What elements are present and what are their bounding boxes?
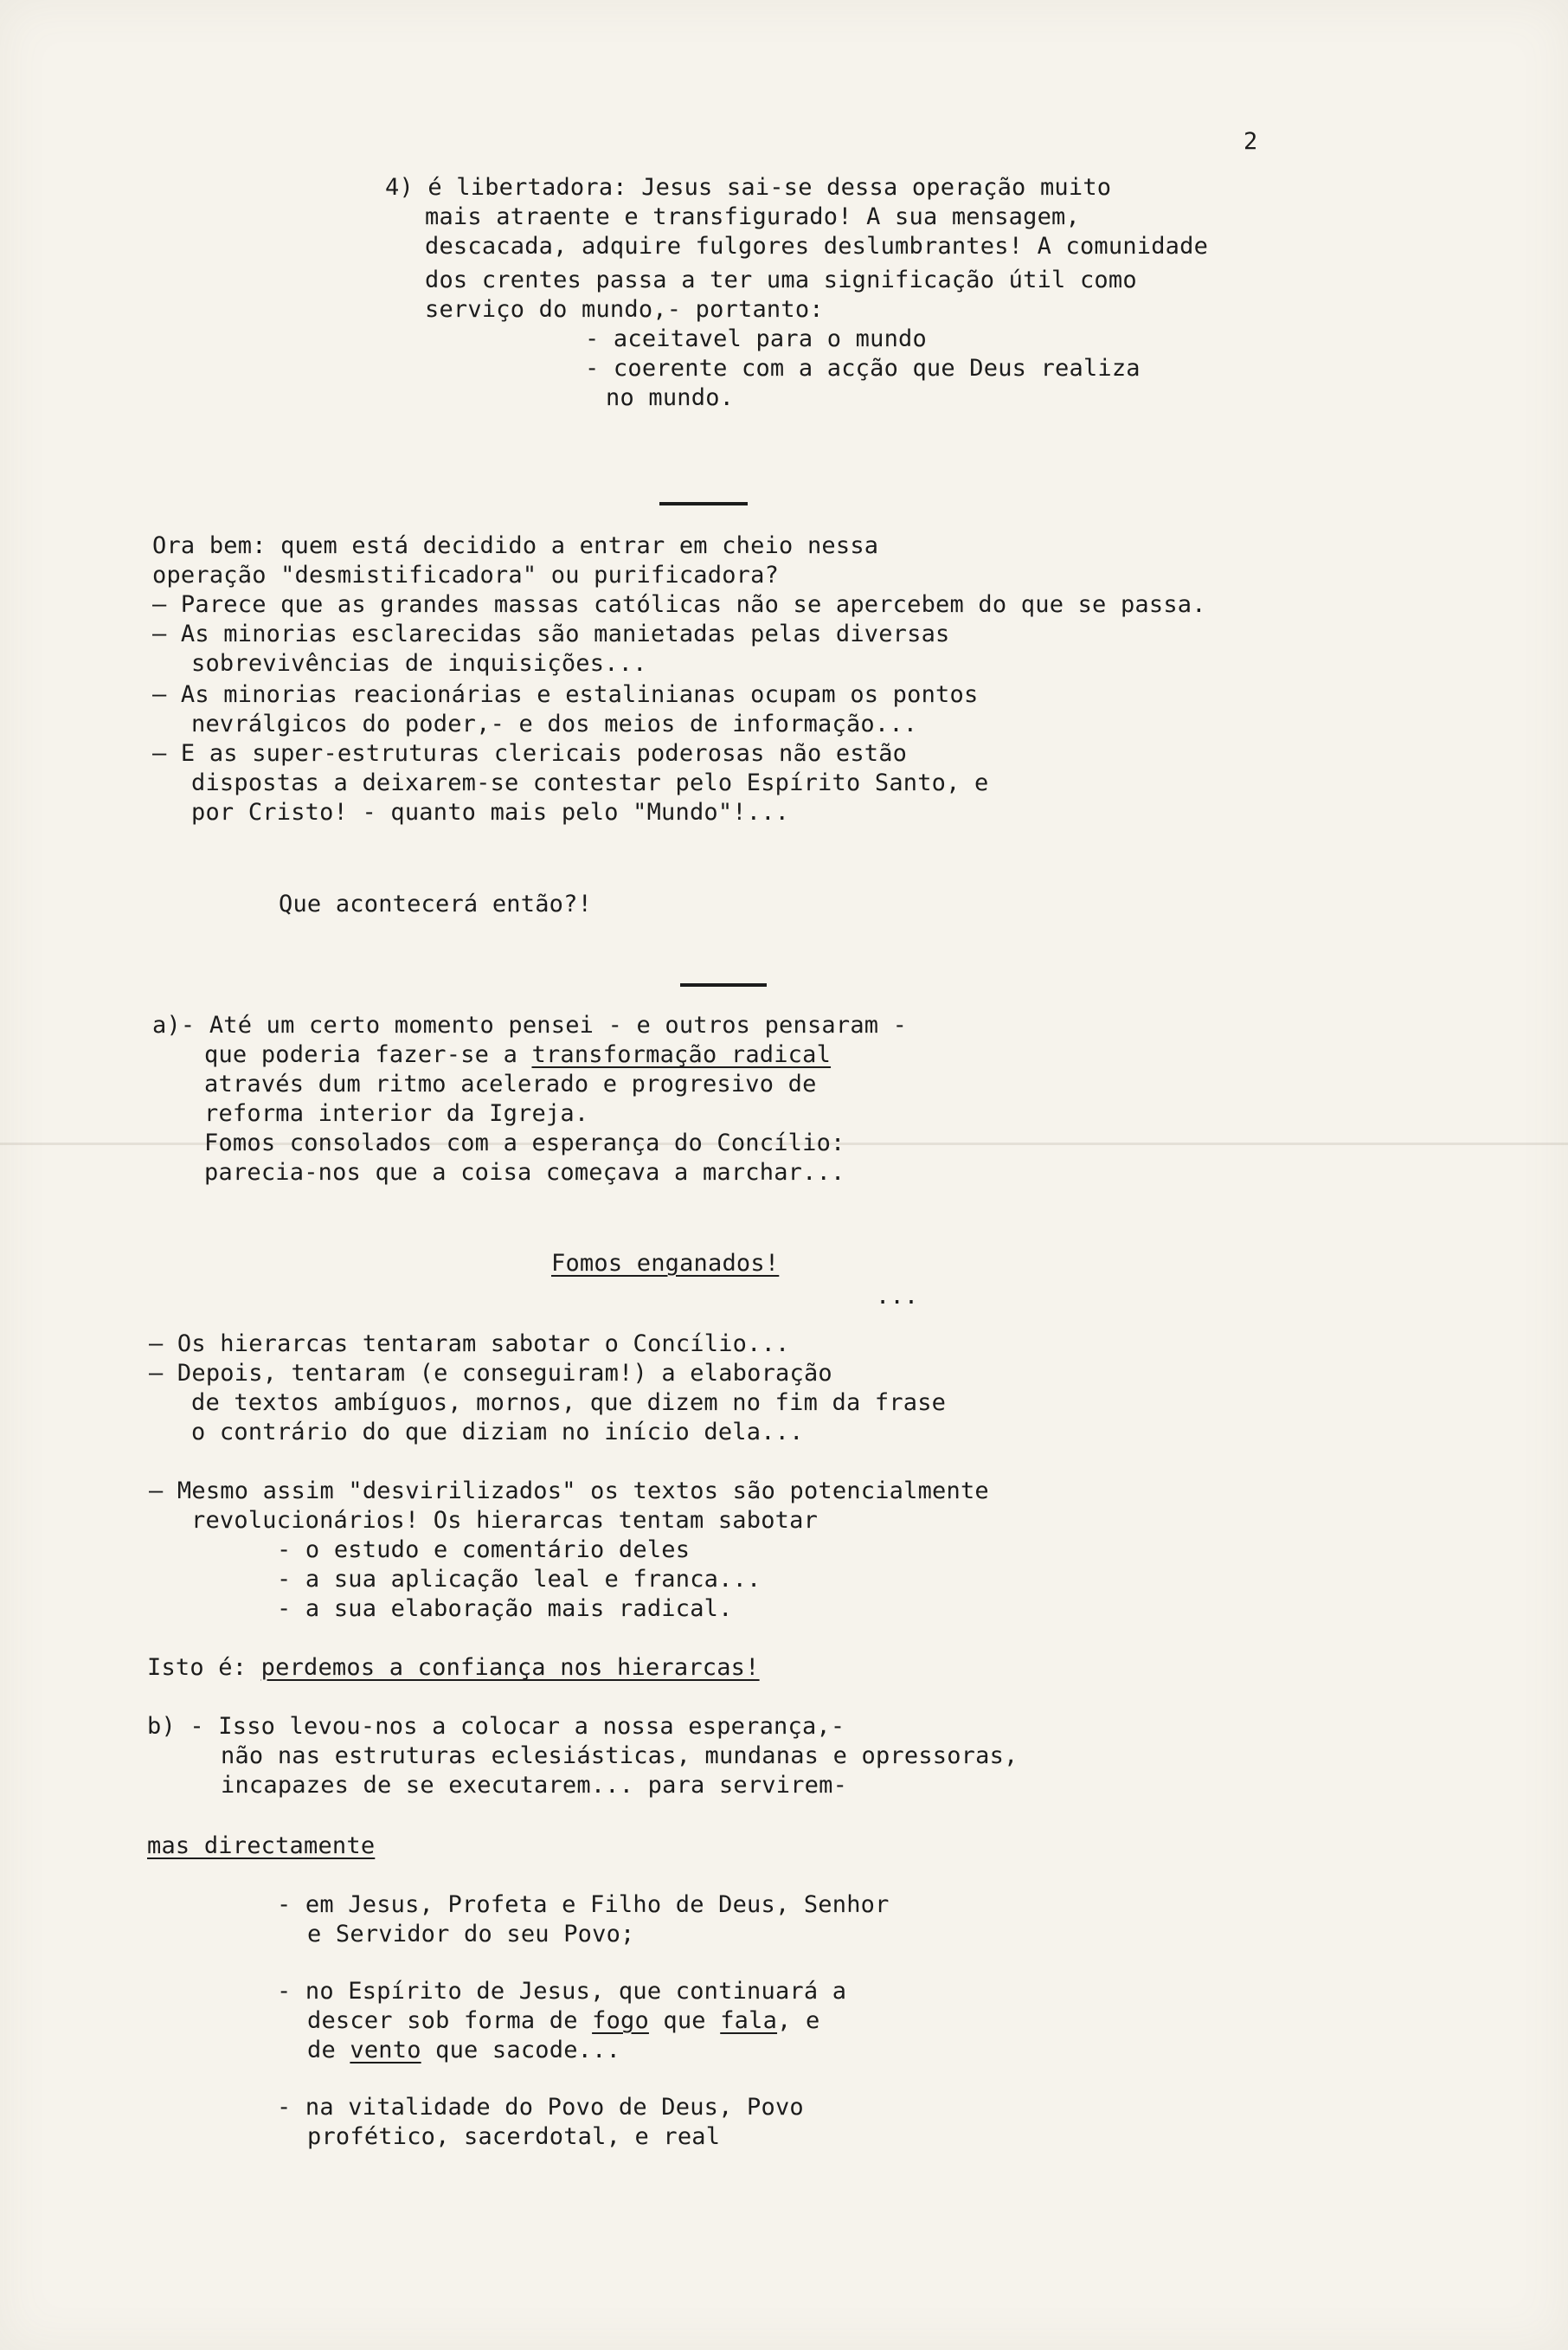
text-line: mais atraente e transfigurado! A sua mensagem, — [425, 203, 1080, 230]
text-line: Que acontecerá então?! — [279, 891, 593, 917]
text-line: por Cristo! - quanto mais pelo "Mundo"!... — [191, 799, 790, 826]
text-line: b) - Isso levou-nos a colocar a nossa esperança,- — [147, 1713, 845, 1740]
text-line: dos crentes passa a ter uma significação útil como — [425, 267, 1137, 293]
text-line: - a sua aplicação leal e franca... — [277, 1566, 762, 1593]
text-line: - em Jesus, Profeta e Filho de Deus, Senhor — [277, 1891, 890, 1918]
text-line: de textos ambíguos, mornos, que dizem no fim da frase — [191, 1389, 947, 1416]
text-line: — Mesmo assim "desvirilizados" os textos são potencialmente — [149, 1478, 989, 1504]
text-line: — As minorias reacionárias e estalinianas ocupam os pontos — [152, 681, 979, 708]
text-line: - a sua elaboração mais radical. — [277, 1595, 733, 1622]
text-line: sobrevivências de inquisições... — [191, 650, 647, 677]
text-line: descer sob forma de fogo que fala, e — [307, 2007, 820, 2034]
text-line: — Parece que as grandes massas católicas não se apercebem do que se passa. — [152, 591, 1206, 618]
text-line: Fomos consolados com a esperança do Concílio: — [204, 1130, 845, 1156]
text-line: — Os hierarcas tentaram sabotar o Concílio... — [149, 1330, 790, 1357]
text-line: descacada, adquire fulgores deslumbrantes! A comunidade — [425, 233, 1209, 260]
text-line: profético, sacerdotal, e real — [307, 2123, 721, 2150]
text-line: - aceitavel para o mundo — [585, 325, 927, 352]
text-line: mas directamente — [147, 1832, 376, 1859]
separator-rule — [680, 983, 767, 987]
text-line: operação "desmistificadora" ou purificadora? — [152, 562, 780, 589]
text-line: - o estudo e comentário deles — [277, 1536, 691, 1563]
page-number: 2 — [1243, 128, 1258, 155]
text-line: dispostas a deixarem-se contestar pelo Espírito Santo, e — [191, 769, 989, 796]
text-line: que poderia fazer-se a transformação radical — [204, 1041, 832, 1068]
text-line: serviço do mundo,- portanto: — [425, 296, 824, 323]
text-line: — E as super-estruturas clericais poderosas não estão — [152, 740, 908, 767]
text-line: e Servidor do seu Povo; — [307, 1921, 635, 1948]
text-line: - na vitalidade do Povo de Deus, Povo — [277, 2094, 804, 2121]
text-line: nevrálgicos do poder,- e dos meios de informação... — [191, 711, 918, 737]
text-line: 4) é libertadora: Jesus sai-se dessa operação muito — [385, 174, 1112, 201]
text-line: — As minorias esclarecidas são manietadas pelas diversas — [152, 621, 950, 647]
text-line: revolucionários! Os hierarcas tentam sabotar — [191, 1507, 819, 1534]
text-line: Ora bem: quem está decidido a entrar em cheio nessa — [152, 532, 879, 559]
text-line: reforma interior da Igreja. — [204, 1100, 589, 1127]
text-line: — Depois, tentaram (e conseguiram!) a elaboração — [149, 1360, 832, 1387]
text-line: a)- Até um certo momento pensei - e outros pensaram - — [152, 1012, 908, 1039]
separator-rule — [659, 502, 748, 505]
text-line: no mundo. — [606, 384, 735, 411]
text-line: - coerente com a acção que Deus realiza — [585, 355, 1141, 382]
text-line: Fomos enganados! — [551, 1250, 780, 1277]
text-line: através dum ritmo acelerado e progresivo de — [204, 1071, 817, 1098]
text-line: - no Espírito de Jesus, que continuará a — [277, 1978, 847, 2005]
text-line: parecia-nos que a coisa começava a marchar... — [204, 1159, 845, 1186]
text-line: Isto é: perdemos a confiança nos hierarcas! — [147, 1654, 760, 1681]
text-line: o contrário do que diziam no início dela... — [191, 1419, 804, 1445]
text-line: não nas estruturas eclesiásticas, mundanas e opressoras, — [221, 1742, 1019, 1769]
text-line: de vento que sacode... — [307, 2037, 621, 2063]
text-line: ... — [876, 1283, 919, 1310]
text-line: incapazes de se executarem... para servirem- — [221, 1772, 848, 1799]
